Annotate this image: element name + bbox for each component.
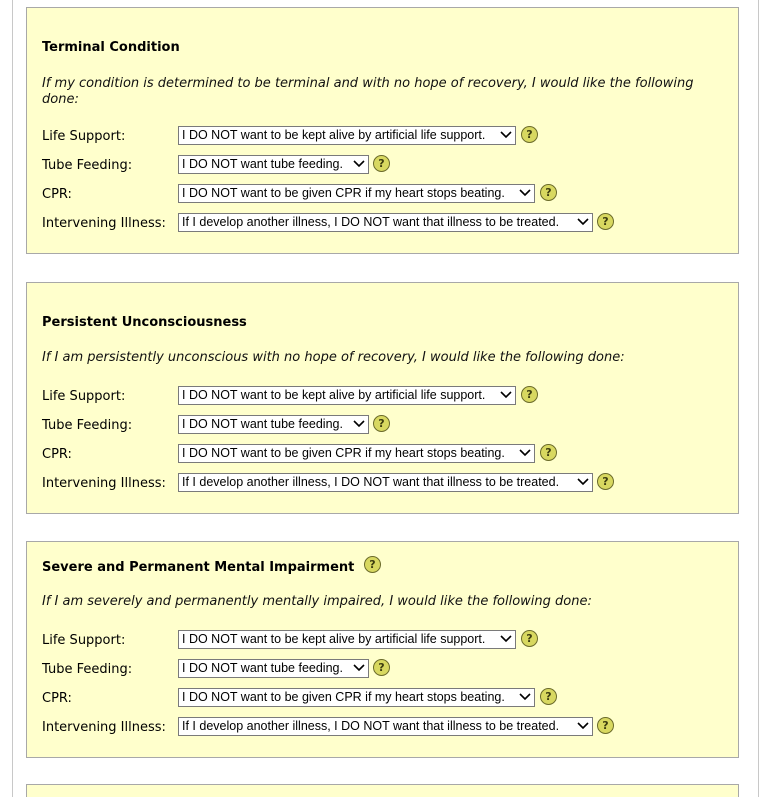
life-support-select[interactable]: [178, 630, 516, 649]
row-label: Intervening Illness:: [42, 216, 166, 231]
cpr-select[interactable]: [178, 444, 535, 463]
row-label: Tube Feeding:: [42, 158, 133, 173]
row-tube-feeding: [42, 155, 732, 177]
chevron-down-icon: [577, 478, 589, 486]
chevron-down-icon: [519, 189, 531, 197]
chevron-down-icon: [353, 664, 365, 672]
section-title: Terminal Condition: [42, 40, 180, 55]
help-icon[interactable]: ?: [597, 473, 614, 490]
row-intervening-illness: [42, 717, 732, 739]
help-icon[interactable]: ?: [521, 630, 538, 647]
row-life-support: [42, 630, 732, 652]
help-icon[interactable]: ?: [373, 415, 390, 432]
row-tube-feeding: [42, 415, 732, 437]
row-label: CPR:: [42, 691, 72, 706]
section-description: If I am severely and permanently mentally impaired, I would like the following done:: [42, 594, 592, 609]
help-icon[interactable]: ?: [373, 155, 390, 172]
section-description: If I am persistently unconscious with no hope of recovery, I would like the following done:: [42, 350, 625, 365]
chevron-down-icon: [577, 722, 589, 730]
row-label: CPR:: [42, 447, 72, 462]
select-value: If I develop another illness, I DO NOT want that illness to be treated.: [182, 475, 560, 489]
chevron-down-icon: [500, 131, 512, 139]
tube-feeding-select[interactable]: [178, 415, 369, 434]
chevron-down-icon: [519, 449, 531, 457]
row-life-support: [42, 126, 732, 148]
section-terminal-condition: [26, 7, 739, 254]
help-icon[interactable]: ?: [540, 184, 557, 201]
select-value: I DO NOT want tube feeding.: [182, 417, 343, 431]
row-label: Intervening Illness:: [42, 476, 166, 491]
row-cpr: [42, 688, 732, 710]
select-value: I DO NOT want to be given CPR if my heart stops beating.: [182, 446, 505, 460]
row-cpr: [42, 444, 732, 466]
chevron-down-icon: [577, 218, 589, 226]
chevron-down-icon: [500, 391, 512, 399]
help-icon[interactable]: ?: [373, 659, 390, 676]
help-icon[interactable]: ?: [521, 126, 538, 143]
select-value: I DO NOT want tube feeding.: [182, 661, 343, 675]
section-next-partial: [26, 784, 739, 797]
row-label: Life Support:: [42, 129, 126, 144]
chevron-down-icon: [500, 635, 512, 643]
intervening-illness-select[interactable]: [178, 717, 593, 736]
row-intervening-illness: [42, 473, 732, 495]
row-label: CPR:: [42, 187, 72, 202]
select-value: I DO NOT want to be given CPR if my heart stops beating.: [182, 690, 505, 704]
select-value: If I develop another illness, I DO NOT want that illness to be treated.: [182, 719, 560, 733]
help-icon[interactable]: ?: [521, 386, 538, 403]
help-icon[interactable]: ?: [540, 688, 557, 705]
section-severe-mental-impairment: [26, 541, 739, 758]
select-value: I DO NOT want to be given CPR if my heart stops beating.: [182, 186, 505, 200]
help-icon[interactable]: ?: [597, 213, 614, 230]
row-label: Intervening Illness:: [42, 720, 166, 735]
section-title: Severe and Permanent Mental Impairment: [42, 560, 355, 575]
chevron-down-icon: [353, 160, 365, 168]
select-value: I DO NOT want to be kept alive by artificial life support.: [182, 388, 486, 402]
section-description: If my condition is determined to be terminal and with no hope of recovery, I would like the following done:: [42, 76, 694, 107]
row-tube-feeding: [42, 659, 732, 681]
row-cpr: [42, 184, 732, 206]
intervening-illness-select[interactable]: [178, 473, 593, 492]
cpr-select[interactable]: [178, 184, 535, 203]
row-label: Life Support:: [42, 633, 126, 648]
select-value: If I develop another illness, I DO NOT want that illness to be treated.: [182, 215, 560, 229]
help-icon[interactable]: ?: [364, 556, 381, 573]
row-label: Life Support:: [42, 389, 126, 404]
help-icon[interactable]: ?: [540, 444, 557, 461]
life-support-select[interactable]: [178, 386, 516, 405]
row-label: Tube Feeding:: [42, 662, 133, 677]
intervening-illness-select[interactable]: [178, 213, 593, 232]
help-icon[interactable]: ?: [597, 717, 614, 734]
section-persistent-unconsciousness: [26, 282, 739, 514]
select-value: I DO NOT want to be kept alive by artificial life support.: [182, 128, 486, 142]
select-value: I DO NOT want tube feeding.: [182, 157, 343, 171]
row-intervening-illness: [42, 213, 732, 235]
cpr-select[interactable]: [178, 688, 535, 707]
section-title: Persistent Unconsciousness: [42, 315, 247, 330]
tube-feeding-select[interactable]: [178, 155, 369, 174]
life-support-select[interactable]: [178, 126, 516, 145]
chevron-down-icon: [519, 693, 531, 701]
tube-feeding-select[interactable]: [178, 659, 369, 678]
select-value: I DO NOT want to be kept alive by artificial life support.: [182, 632, 486, 646]
row-label: Tube Feeding:: [42, 418, 133, 433]
chevron-down-icon: [353, 420, 365, 428]
row-life-support: [42, 386, 732, 408]
